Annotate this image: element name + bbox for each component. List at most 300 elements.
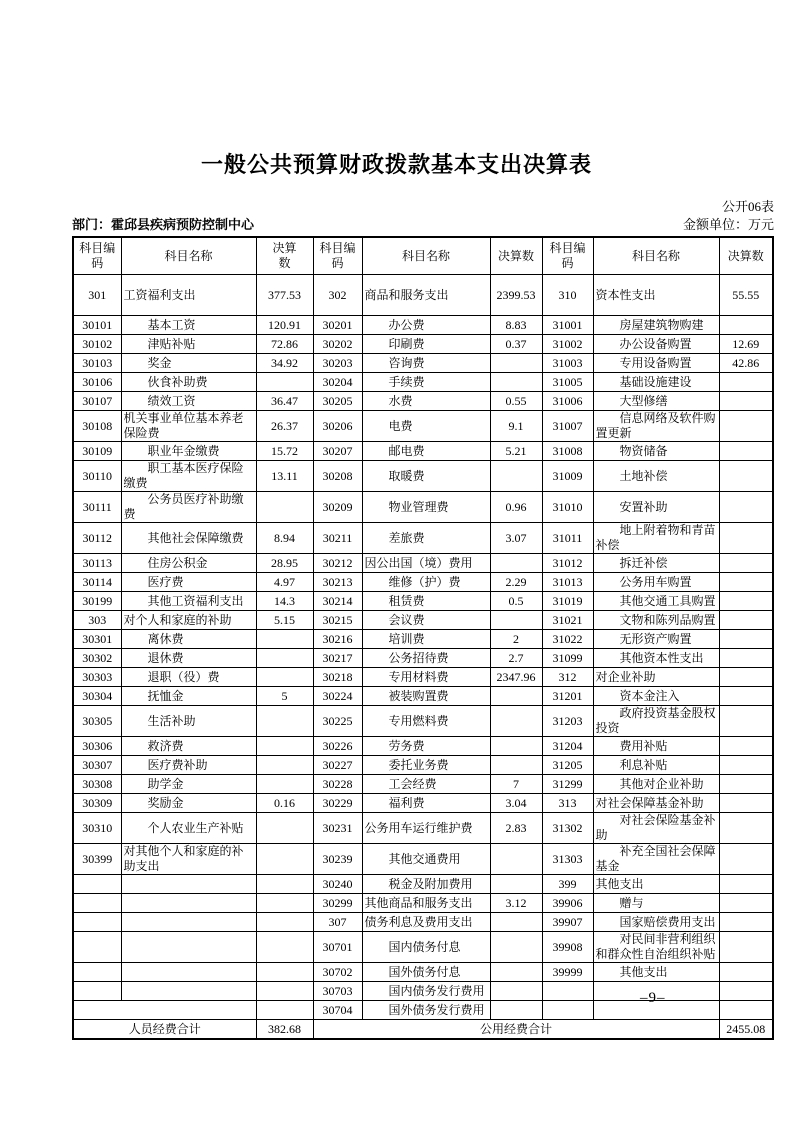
name-cell: 助学金 (121, 775, 256, 794)
code-cell: 30302 (73, 649, 121, 668)
code-cell (73, 963, 121, 982)
code-cell: 30103 (73, 354, 121, 373)
name-cell: 劳务费 (362, 737, 490, 756)
value-cell (719, 611, 773, 630)
header-code-2: 科目编码 (313, 237, 362, 275)
table-row (73, 982, 773, 1001)
table-row (73, 875, 773, 894)
header-row (73, 237, 773, 275)
table-row (73, 963, 773, 982)
name-cell: 土地补偿 (593, 461, 719, 492)
value-cell (719, 756, 773, 775)
value-cell (490, 611, 542, 630)
value-cell: 72.86 (256, 335, 313, 354)
value-cell (256, 932, 313, 963)
value-cell: 12.69 (719, 335, 773, 354)
name-cell: 工会经费 (362, 775, 490, 794)
name-cell: 咨询费 (362, 354, 490, 373)
code-cell: 31201 (542, 687, 593, 706)
table-row (73, 794, 773, 813)
meta-row (72, 214, 774, 233)
code-cell: 30199 (73, 592, 121, 611)
value-cell (490, 963, 542, 982)
value-cell (719, 894, 773, 913)
name-cell: 费用补贴 (593, 737, 719, 756)
page-number: –9– (640, 990, 666, 1006)
table-row (73, 737, 773, 756)
value-cell (490, 737, 542, 756)
value-cell: 28.95 (256, 554, 313, 573)
name-cell: 专用燃料费 (362, 706, 490, 737)
name-cell: 其他商品和服务支出 (362, 894, 490, 913)
table-row (73, 354, 773, 373)
name-cell: 物资储备 (593, 442, 719, 461)
value-cell (719, 775, 773, 794)
code-cell: 39999 (542, 963, 593, 982)
value-cell (490, 1001, 542, 1020)
code-cell: 30228 (313, 775, 362, 794)
table-row (73, 316, 773, 335)
name-cell: 其他交通工具购置 (593, 592, 719, 611)
value-cell (256, 649, 313, 668)
code-cell: 30702 (313, 963, 362, 982)
value-cell: 5.15 (256, 611, 313, 630)
table-row (73, 492, 773, 523)
value-cell: 55.55 (719, 275, 773, 316)
name-cell: 办公设备购置 (593, 335, 719, 354)
header-value-1 (256, 237, 313, 275)
value-cell (719, 316, 773, 335)
code-cell: 39906 (542, 894, 593, 913)
name-cell: 医疗费 (121, 573, 256, 592)
value-cell (490, 554, 542, 573)
table-row (73, 523, 773, 554)
value-cell (719, 373, 773, 392)
name-cell: 退职（役）费 (121, 668, 256, 687)
code-cell: 30201 (313, 316, 362, 335)
name-cell: 对企业补助 (593, 668, 719, 687)
name-cell: 信息网络及软件购置更新 (593, 411, 719, 442)
name-cell: 其他支出 (593, 875, 719, 894)
code-cell: 30107 (73, 392, 121, 411)
name-cell: 拆迁补偿 (593, 554, 719, 573)
name-cell: 对民间非营利组织和群众性自治组织补贴 (593, 932, 719, 963)
code-cell: 31302 (542, 813, 593, 844)
header-value-3: 决算数 (719, 237, 773, 275)
value-cell (256, 844, 313, 875)
name-cell: 其他社会保障缴费 (121, 523, 256, 554)
table-row (73, 392, 773, 411)
code-cell: 30206 (313, 411, 362, 442)
name-cell: 个人农业生产补贴 (121, 813, 256, 844)
table-row (73, 687, 773, 706)
value-cell: 5.21 (490, 442, 542, 461)
value-cell: 15.72 (256, 442, 313, 461)
name-cell: 国内债务发行费用 (362, 982, 490, 1001)
code-cell: 31012 (542, 554, 593, 573)
value-cell: 8.94 (256, 523, 313, 554)
code-cell: 30204 (313, 373, 362, 392)
value-cell: 377.53 (256, 275, 313, 316)
value-cell (719, 668, 773, 687)
name-cell: 职业年金缴费 (121, 442, 256, 461)
code-cell: 310 (542, 275, 593, 316)
header-code-1: 科目编码 (73, 237, 121, 275)
value-cell (490, 461, 542, 492)
code-cell: 30224 (313, 687, 362, 706)
code-cell: 30218 (313, 668, 362, 687)
value-cell: 0.37 (490, 335, 542, 354)
table-row (73, 813, 773, 844)
name-cell: 专用材料费 (362, 668, 490, 687)
name-cell: 地上附着物和青苗补偿 (593, 523, 719, 554)
name-cell: 奖励金 (121, 794, 256, 813)
code-cell: 30309 (73, 794, 121, 813)
name-cell: 福利费 (362, 794, 490, 813)
value-cell (719, 875, 773, 894)
value-cell (490, 706, 542, 737)
value-cell (719, 813, 773, 844)
code-cell: 30225 (313, 706, 362, 737)
name-cell: 其他资本性支出 (593, 649, 719, 668)
code-cell: 31303 (542, 844, 593, 875)
code-cell (73, 875, 121, 894)
value-cell: 2347.96 (490, 668, 542, 687)
value-cell: 120.91 (256, 316, 313, 335)
value-cell (719, 630, 773, 649)
code-cell: 30110 (73, 461, 121, 492)
table-row (73, 611, 773, 630)
name-cell (121, 932, 256, 963)
name-cell: 手续费 (362, 373, 490, 392)
value-cell (256, 775, 313, 794)
name-cell: 电费 (362, 411, 490, 442)
value-cell (719, 844, 773, 875)
name-cell: 资本性支出 (593, 275, 719, 316)
code-cell (73, 932, 121, 963)
name-cell: 委托业务费 (362, 756, 490, 775)
merged-empty-cell (73, 1001, 256, 1020)
code-cell: 31019 (542, 592, 593, 611)
value-cell: 4.97 (256, 573, 313, 592)
code-cell: 301 (73, 275, 121, 316)
code-cell: 30207 (313, 442, 362, 461)
name-cell: 公务用车运行维护费 (362, 813, 490, 844)
code-cell: 31205 (542, 756, 593, 775)
code-cell: 30308 (73, 775, 121, 794)
code-cell: 30213 (313, 573, 362, 592)
name-cell: 专用设备购置 (593, 354, 719, 373)
name-cell: 其他对企业补助 (593, 775, 719, 794)
value-cell: 9.1 (490, 411, 542, 442)
name-cell: 救济费 (121, 737, 256, 756)
header-value-2: 决算数 (490, 237, 542, 275)
value-cell: 0.96 (490, 492, 542, 523)
code-cell: 30111 (73, 492, 121, 523)
code-cell: 30114 (73, 573, 121, 592)
value-cell (719, 461, 773, 492)
value-cell: 2 (490, 630, 542, 649)
table-row (73, 649, 773, 668)
value-cell: 2.29 (490, 573, 542, 592)
table-header (73, 237, 773, 275)
code-cell: 30108 (73, 411, 121, 442)
header-value-1-text: 决算数 (272, 241, 297, 270)
name-cell: 因公出国（境）费用 (362, 554, 490, 573)
header-name-3: 科目名称 (593, 237, 719, 275)
code-cell: 31203 (542, 706, 593, 737)
name-cell: 公务招待费 (362, 649, 490, 668)
code-cell: 30109 (73, 442, 121, 461)
code-cell: 30212 (313, 554, 362, 573)
code-cell: 30305 (73, 706, 121, 737)
name-cell: 公务用车购置 (593, 573, 719, 592)
code-cell: 30299 (313, 894, 362, 913)
name-cell: 被装购置费 (362, 687, 490, 706)
table-row (73, 461, 773, 492)
name-cell: 国外债务发行费用 (362, 1001, 490, 1020)
code-cell: 31002 (542, 335, 593, 354)
code-cell: 30226 (313, 737, 362, 756)
code-cell: 30704 (313, 1001, 362, 1020)
name-cell (121, 913, 256, 932)
name-cell: 住房公积金 (121, 554, 256, 573)
value-cell: 3.04 (490, 794, 542, 813)
code-cell: 30239 (313, 844, 362, 875)
name-cell: 取暖费 (362, 461, 490, 492)
value-cell: 34.92 (256, 354, 313, 373)
name-cell: 退休费 (121, 649, 256, 668)
code-cell: 31007 (542, 411, 593, 442)
table-footer (73, 1020, 773, 1040)
value-cell (719, 706, 773, 737)
value-cell: 0.16 (256, 794, 313, 813)
value-cell (719, 913, 773, 932)
table-row (73, 442, 773, 461)
name-cell: 抚恤金 (121, 687, 256, 706)
code-cell: 30202 (313, 335, 362, 354)
header-name-1: 科目名称 (121, 237, 256, 275)
code-cell: 39907 (542, 913, 593, 932)
name-cell: 安置补助 (593, 492, 719, 523)
table-row (73, 573, 773, 592)
page-title: 一般公共预算财政拨款基本支出决算表 (200, 152, 592, 177)
code-cell: 30701 (313, 932, 362, 963)
value-cell (719, 1001, 773, 1020)
code-cell: 30304 (73, 687, 121, 706)
value-cell (719, 687, 773, 706)
value-cell (490, 913, 542, 932)
name-cell (121, 982, 256, 1001)
code-cell: 31204 (542, 737, 593, 756)
personnel-total-label: 人员经费合计 (73, 1020, 256, 1040)
header-code-3: 科目编码 (542, 237, 593, 275)
name-cell: 文物和陈列品购置 (593, 611, 719, 630)
value-cell: 2.83 (490, 813, 542, 844)
name-cell: 职工基本医疗保险缴费 (121, 461, 256, 492)
name-cell: 国家赔偿费用支出 (593, 913, 719, 932)
table-row (73, 1001, 773, 1020)
name-cell: 税金及附加费用 (362, 875, 490, 894)
code-cell (73, 982, 121, 1001)
name-cell: 差旅费 (362, 523, 490, 554)
code-cell: 30215 (313, 611, 362, 630)
code-cell: 31008 (542, 442, 593, 461)
amount-unit-label: 金额单位：万元 (682, 217, 774, 232)
name-cell: 补充全国社会保障基金 (593, 844, 719, 875)
code-cell: 303 (73, 611, 121, 630)
value-cell (256, 668, 313, 687)
department-label: 部门：霍邱县疾病预防控制中心 (72, 217, 255, 232)
value-cell (719, 649, 773, 668)
name-cell: 其他支出 (593, 963, 719, 982)
code-cell: 30209 (313, 492, 362, 523)
header-name-2: 科目名称 (362, 237, 490, 275)
value-cell (490, 875, 542, 894)
code-cell: 30217 (313, 649, 362, 668)
name-cell: 物业管理费 (362, 492, 490, 523)
table-row (73, 775, 773, 794)
name-cell: 机关事业单位基本养老保险费 (121, 411, 256, 442)
code-cell: 30301 (73, 630, 121, 649)
name-cell (121, 963, 256, 982)
code-cell: 30229 (313, 794, 362, 813)
name-cell: 商品和服务支出 (362, 275, 490, 316)
value-cell (490, 844, 542, 875)
table-body (73, 275, 773, 1020)
value-cell: 26.37 (256, 411, 313, 442)
name-cell: 医疗费补助 (121, 756, 256, 775)
value-cell (490, 932, 542, 963)
value-cell (719, 982, 773, 1001)
value-cell: 14.3 (256, 592, 313, 611)
value-cell (719, 932, 773, 963)
name-cell: 公务员医疗补助缴费 (121, 492, 256, 523)
code-cell: 30106 (73, 373, 121, 392)
code-cell: 30310 (73, 813, 121, 844)
code-cell: 30303 (73, 668, 121, 687)
code-cell: 313 (542, 794, 593, 813)
code-cell: 31009 (542, 461, 593, 492)
value-cell: 0.5 (490, 592, 542, 611)
name-cell: 奖金 (121, 354, 256, 373)
value-cell: 2.7 (490, 649, 542, 668)
value-cell (719, 592, 773, 611)
value-cell (256, 492, 313, 523)
value-cell (256, 963, 313, 982)
code-cell (73, 913, 121, 932)
code-cell: 30231 (313, 813, 362, 844)
name-cell: 水费 (362, 392, 490, 411)
name-cell: 无形资产购置 (593, 630, 719, 649)
name-cell: 培训费 (362, 630, 490, 649)
value-cell (719, 442, 773, 461)
value-cell (490, 982, 542, 1001)
code-cell: 30205 (313, 392, 362, 411)
name-cell (121, 894, 256, 913)
name-cell: 对其他个人和家庭的补助支出 (121, 844, 256, 875)
table-row (73, 894, 773, 913)
code-cell: 30240 (313, 875, 362, 894)
name-cell: 对社会保险基金补助 (593, 813, 719, 844)
name-cell (121, 875, 256, 894)
code-cell: 31022 (542, 630, 593, 649)
value-cell (256, 982, 313, 1001)
code-cell: 39908 (542, 932, 593, 963)
table-row (73, 932, 773, 963)
value-cell (719, 573, 773, 592)
code-cell: 31099 (542, 649, 593, 668)
code-cell: 30211 (313, 523, 362, 554)
value-cell (719, 411, 773, 442)
name-cell: 基础设施建设 (593, 373, 719, 392)
code-cell: 30203 (313, 354, 362, 373)
name-cell: 资本金注入 (593, 687, 719, 706)
name-cell: 国内债务付息 (362, 932, 490, 963)
value-cell (719, 523, 773, 554)
code-cell: 312 (542, 668, 593, 687)
name-cell: 邮电费 (362, 442, 490, 461)
name-cell: 基本工资 (121, 316, 256, 335)
value-cell: 5 (256, 687, 313, 706)
code-cell: 31010 (542, 492, 593, 523)
public-total-value: 2455.08 (719, 1020, 773, 1040)
value-cell: 7 (490, 775, 542, 794)
code-cell: 31005 (542, 373, 593, 392)
value-cell: 3.07 (490, 523, 542, 554)
name-cell: 津贴补贴 (121, 335, 256, 354)
code-cell: 30307 (73, 756, 121, 775)
table-row (73, 668, 773, 687)
code-cell (542, 982, 593, 1001)
name-cell: 离休费 (121, 630, 256, 649)
name-cell: 债务利息及费用支出 (362, 913, 490, 932)
value-cell (719, 492, 773, 523)
name-cell: 租赁费 (362, 592, 490, 611)
value-cell (256, 706, 313, 737)
budget-table (72, 236, 774, 1040)
value-cell: 42.86 (719, 354, 773, 373)
name-cell: 会议费 (362, 611, 490, 630)
value-cell (490, 354, 542, 373)
code-cell: 31001 (542, 316, 593, 335)
public-total-label: 公用经费合计 (313, 1020, 719, 1040)
code-cell: 307 (313, 913, 362, 932)
code-cell: 30227 (313, 756, 362, 775)
value-cell (256, 737, 313, 756)
name-cell: 生活补助 (121, 706, 256, 737)
table-row (73, 756, 773, 775)
name-cell: 对社会保障基金补助 (593, 794, 719, 813)
value-cell (719, 794, 773, 813)
code-cell: 31003 (542, 354, 593, 373)
value-cell: 13.11 (256, 461, 313, 492)
table-row (73, 630, 773, 649)
table-row (73, 592, 773, 611)
code-cell: 31299 (542, 775, 593, 794)
code-cell: 31021 (542, 611, 593, 630)
form-number: 公开06表 (721, 199, 774, 214)
value-cell (256, 813, 313, 844)
value-cell (256, 630, 313, 649)
table-row (73, 373, 773, 392)
value-cell (719, 737, 773, 756)
code-cell: 30306 (73, 737, 121, 756)
name-cell: 其他工资福利支出 (121, 592, 256, 611)
value-cell: 3.12 (490, 894, 542, 913)
value-cell (256, 913, 313, 932)
value-cell (256, 756, 313, 775)
